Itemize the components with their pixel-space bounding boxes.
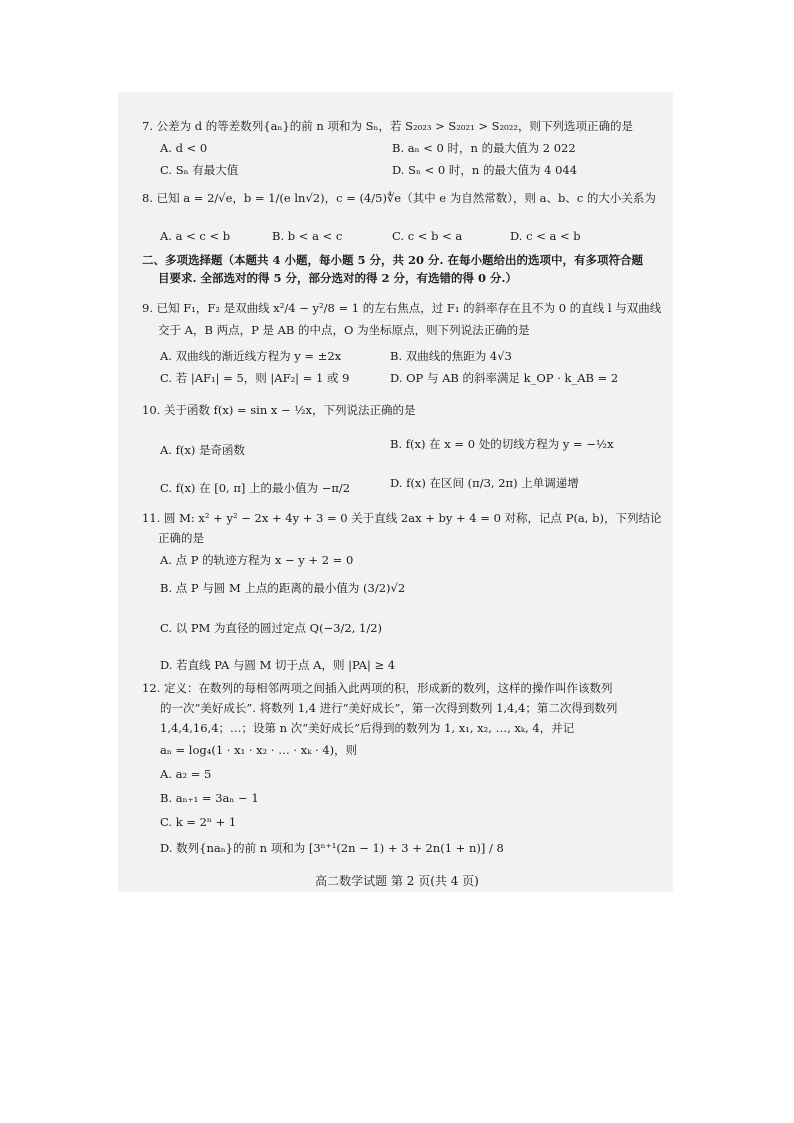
q10-option-a: A. f(x) 是奇函数 [160,443,245,457]
q11-stem-line2: 正确的是 [158,531,204,545]
q7-option-c: C. Sₙ 有最大值 [160,163,239,177]
q12-option-a: A. a₂ = 5 [160,767,212,781]
q8-stem: 8. 已知 a = 2/√e，b = 1/(e ln√2)，c = (4/5)∜e（其中 e 为自然常数），则 a、b、c 的大小关系为 [142,191,656,205]
q8-option-c: C. c < b < a [392,229,463,243]
q10-option-c: C. f(x) 在 [0, π] 上的最小值为 −π/2 [160,481,351,495]
q9-option-b: B. 双曲线的焦距为 4√3 [390,349,512,363]
q12-stem-line3: 1,4,4,16,4；…；设第 n 次“美好成长”后得到的数列为 1, x₁, x₂, …, xₖ, 4，并记 [160,721,575,735]
q10-stem: 10. 关于函数 f(x) = sin x − ½x，下列说法正确的是 [142,403,416,417]
q12-stem-line1: 12. 定义：在数列的每相邻两项之间插入此两项的积，形成新的数列，这样的操作叫作该数列 [142,681,613,695]
q8-option-d: D. c < a < b [510,229,581,243]
q12-stem-line4: aₙ = log₄(1 · x₁ · x₂ · … · xₖ · 4)，则 [160,743,358,757]
q12-stem-line2: 的一次“美好成长”. 将数列 1,4 进行“美好成长”，第一次得到数列 1,4,4；第二次得到数列 [160,701,618,715]
q9-option-c: C. 若 |AF₁| = 5，则 |AF₂| = 1 或 9 [160,371,350,385]
page-footer: 高二数学试题 第 2 页(共 4 页) [315,874,479,888]
q11-option-b: B. 点 P 与圆 M 上点的距离的最小值为 (3/2)√2 [160,581,406,595]
q7-option-d: D. Sₙ < 0 时，n 的最大值为 4 044 [392,163,578,177]
q8-option-b: B. b < a < c [272,229,343,243]
q9-option-a: A. 双曲线的渐近线方程为 y = ±2x [160,349,342,363]
q10-option-b: B. f(x) 在 x = 0 处的切线方程为 y = −½x [390,437,614,451]
q11-option-d: D. 若直线 PA 与圆 M 切于点 A，则 |PA| ≥ 4 [160,658,396,672]
q12-option-b: B. aₙ₊₁ = 3aₙ − 1 [160,791,259,805]
q7-stem: 7. 公差为 d 的等差数列{aₙ}的前 n 项和为 Sₙ，若 S₂₀₂₃ > S₂₀₂₁ > S₂₀₂₂，则下列选项正确的是 [142,119,633,133]
q10-option-d: D. f(x) 在区间 (π/3, 2π) 上单调递增 [390,476,579,490]
q9-stem-line1: 9. 已知 F₁，F₂ 是双曲线 x²/4 − y²/8 = 1 的左右焦点，过 F₁ 的斜率存在且不为 0 的直线 l 与双曲线 [142,301,662,315]
q12-option-d: D. 数列{naₙ}的前 n 项和为 [3ⁿ⁺¹(2n − 1) + 3 + 2n(1 + n)] / 8 [160,841,504,855]
q9-stem-line2: 交于 A，B 两点，P 是 AB 的中点，O 为坐标原点，则下列说法正确的是 [158,323,530,337]
q12-option-c: C. k = 2ⁿ + 1 [160,815,237,829]
q11-stem-line1: 11. 圆 M: x² + y² − 2x + 4y + 3 = 0 关于直线 2ax + by + 4 = 0 对称，记点 P(a, b)，下列结论 [142,511,662,525]
section-instructions: 目要求. 全部选对的得 5 分，部分选对的得 2 分，有选错的得 0 分.） [158,271,518,285]
q7-option-b: B. aₙ < 0 时，n 的最大值为 2 022 [392,141,576,155]
q9-option-d: D. OP 与 AB 的斜率满足 k_OP · k_AB = 2 [390,371,619,385]
q11-option-c: C. 以 PM 为直径的圆过定点 Q(−3/2, 1/2) [160,621,383,635]
q8-option-a: A. a < c < b [160,229,231,243]
q11-option-a: A. 点 P 的轨迹方程为 x − y + 2 = 0 [160,553,354,567]
section-title: 二、多项选择题（本题共 4 小题，每小题 5 分，共 20 分. 在每小题给出的选项中，有多项符合题 [142,253,644,267]
q7-option-a: A. d < 0 [160,141,208,155]
